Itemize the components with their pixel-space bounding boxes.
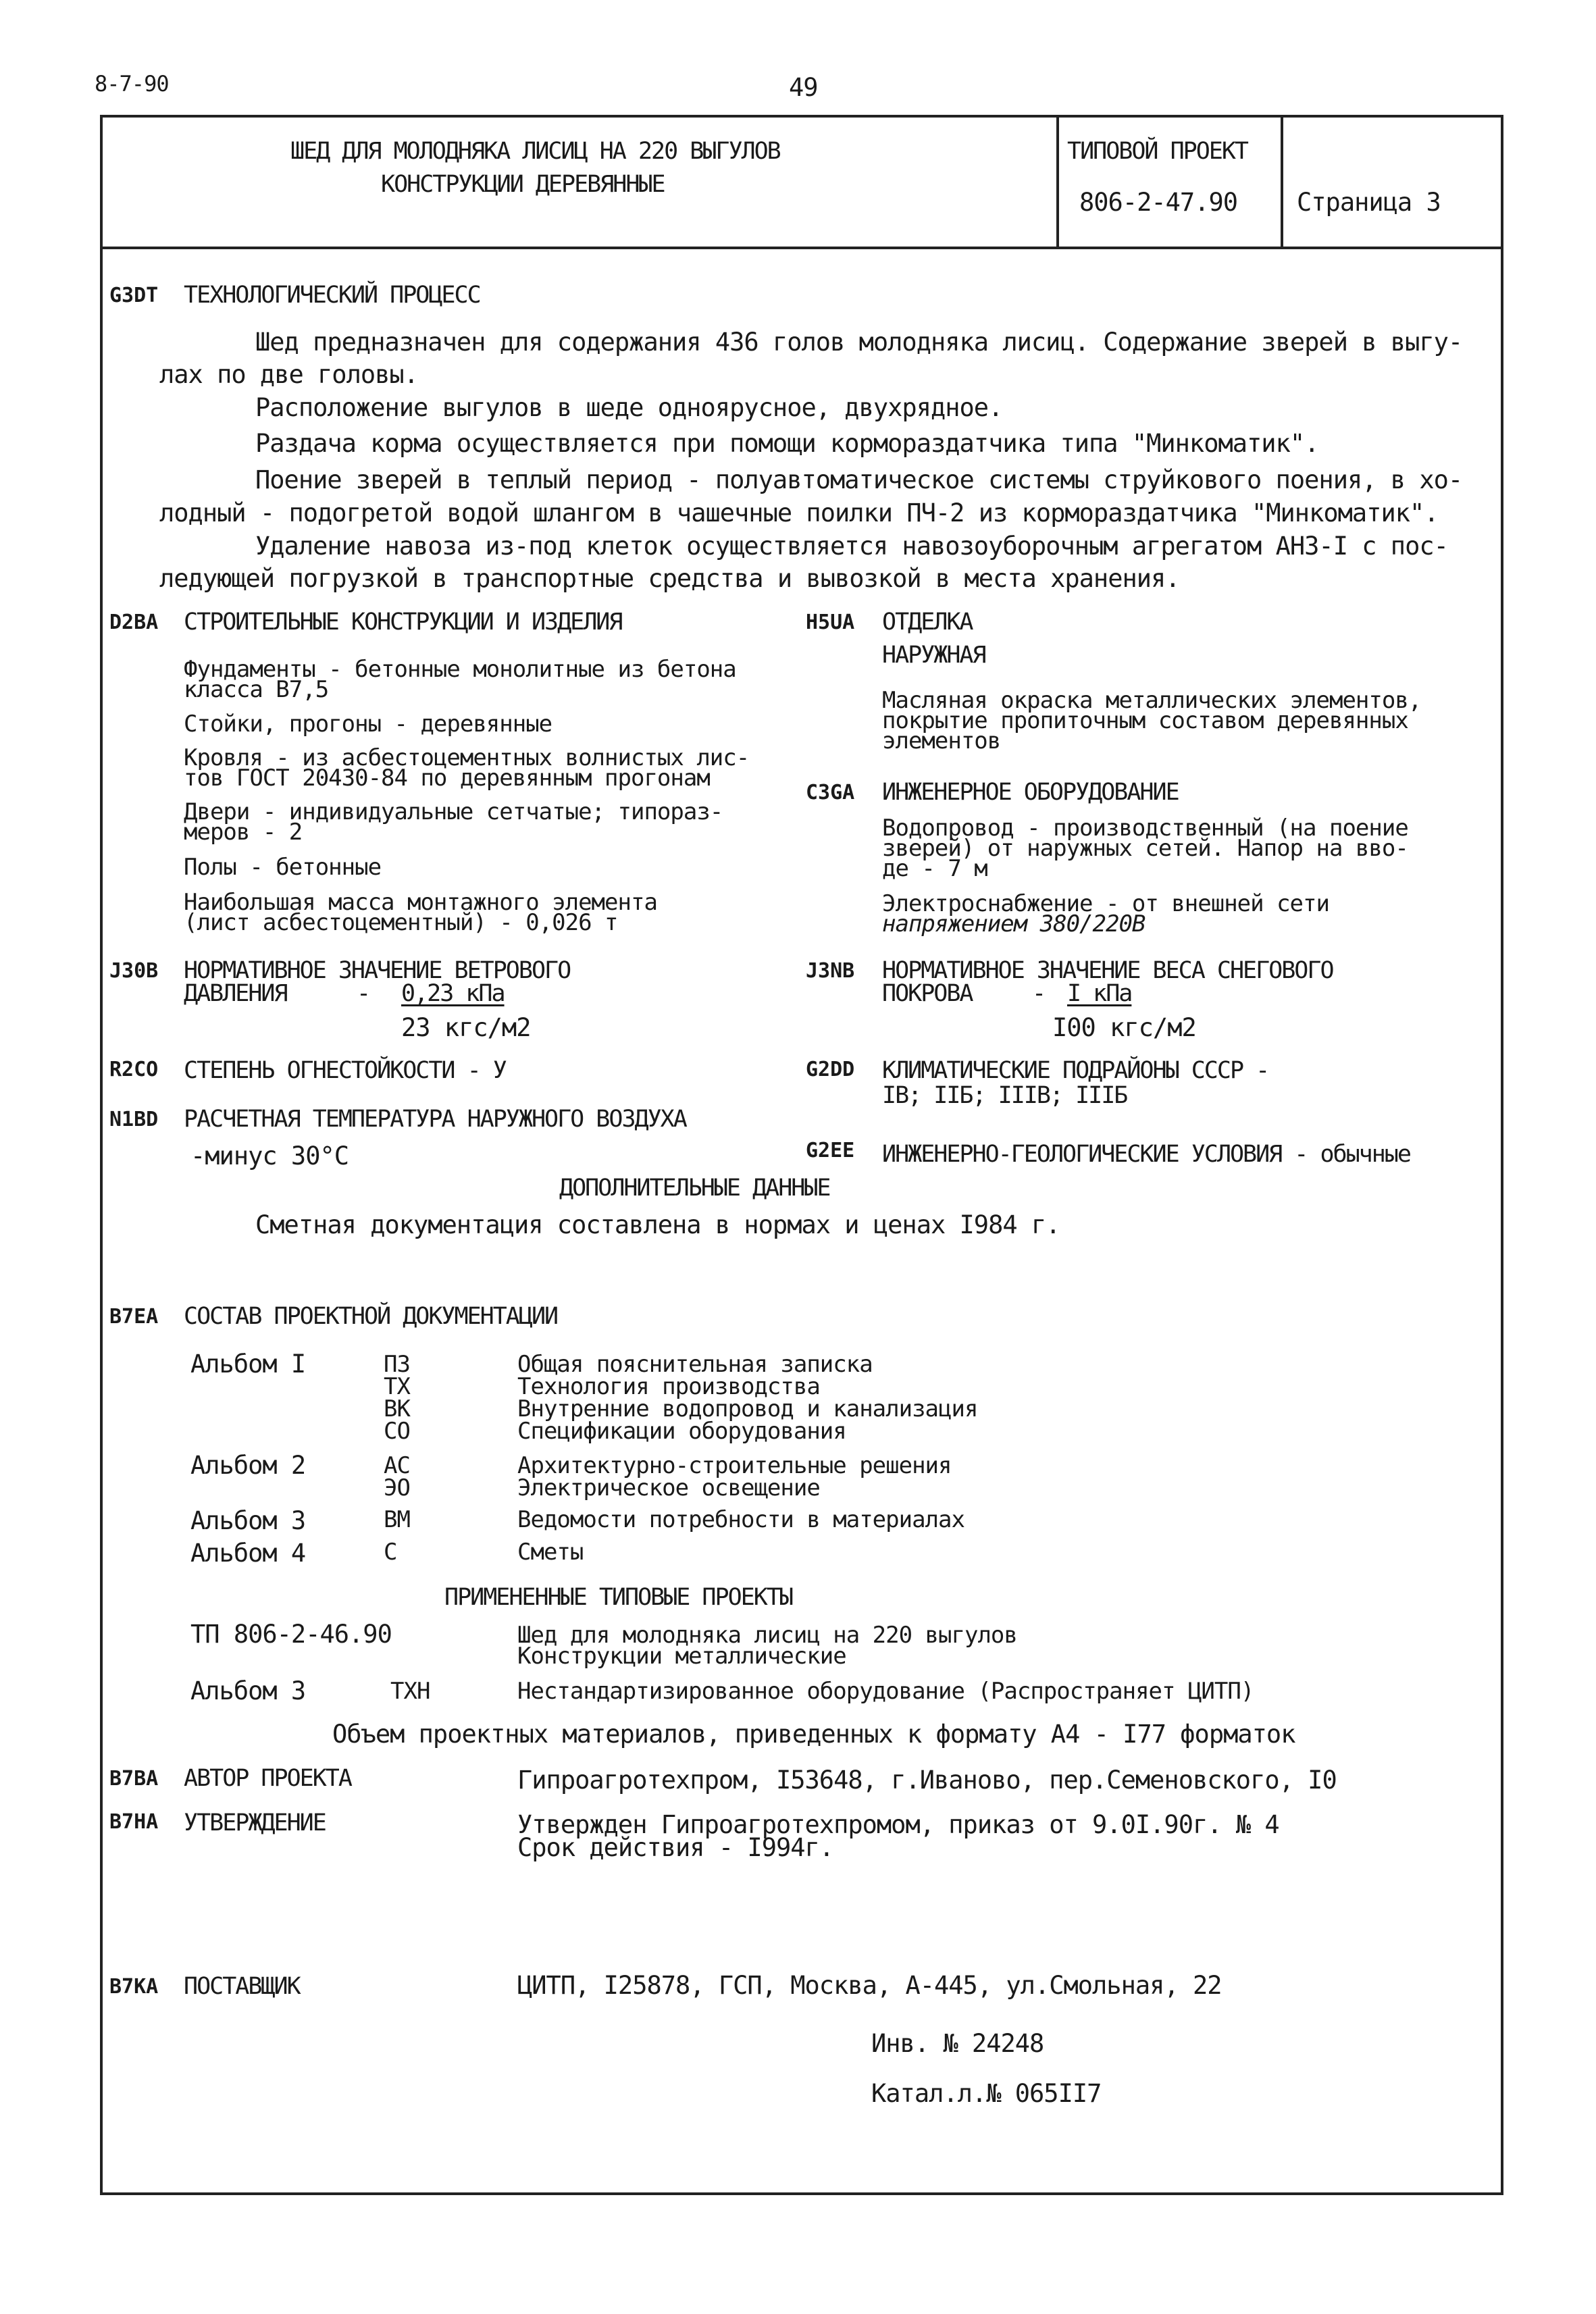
applied-album: Альбом 3	[190, 1676, 306, 1705]
album-desc: Сметы	[517, 1539, 584, 1566]
applied-album-text: Нестандартизированное оборудование (Распространяет ЦИТП)	[517, 1678, 1254, 1705]
applied-tp-text: Конструкции металлические	[517, 1643, 846, 1670]
engineering-line: Водопровод - производственный (на поение	[882, 815, 1408, 842]
album-desc: Электрическое освещение	[517, 1474, 820, 1501]
inventory-number: Инв. № 24248	[871, 2029, 1044, 2058]
album-code: ТХ	[384, 1373, 410, 1400]
wind-dash: -	[357, 980, 370, 1007]
additional-title: ДОПОЛНИТЕЛЬНЫЕ ДАННЫЕ	[559, 1175, 830, 1202]
approval-label: УТВЕРЖДЕНИЕ	[184, 1809, 326, 1836]
structure-item-line: класса В7,5	[184, 676, 329, 703]
author-label: АВТОР ПРОЕКТА	[184, 1765, 351, 1792]
album-code: ВМ	[384, 1506, 410, 1533]
wind-value-kgs: 23 кгс/м2	[401, 1013, 531, 1042]
album-desc: Ведомости потребности в материалах	[517, 1506, 964, 1533]
engineering-line: Электроснабжение - от внешней сети	[882, 890, 1329, 917]
catalog-number: Катал.л.№ 065II7	[871, 2079, 1102, 2108]
sheet-label: Страница 3	[1297, 188, 1441, 217]
applied-album-code: ТХН	[390, 1678, 430, 1705]
structure-item-line: Фундаменты - бетонные монолитные из бетона	[184, 656, 736, 683]
album-code: АС	[384, 1452, 410, 1479]
paragraph-line: лах по две головы.	[159, 360, 418, 389]
header-vline-1	[1056, 115, 1059, 248]
wind-title-1: НОРМАТИВНОЕ ЗНАЧЕНИЕ ВЕТРОВОГО	[184, 957, 571, 984]
section-code: J3NB	[806, 959, 855, 983]
snow-title-1: НОРМАТИВНОЕ ЗНАЧЕНИЕ ВЕСА СНЕГОВОГО	[882, 957, 1333, 984]
title-line-2: КОНСТРУКЦИИ ДЕРЕВЯННЫЕ	[381, 171, 665, 198]
section-code: H5UA	[806, 611, 855, 634]
applied-tp-text: Шед для молодняка лисиц на 220 выгулов	[517, 1622, 1017, 1649]
geology-text: ИНЖЕНЕРНО-ГЕОЛОГИЧЕСКИЕ УСЛОВИЯ - обычные	[882, 1141, 1410, 1168]
structure-item-line: Стойки, прогоны - деревянные	[184, 711, 552, 738]
date-stamp: 8-7-90	[95, 71, 169, 97]
album-label: Альбом 2	[190, 1451, 306, 1480]
album-desc: Технология производства	[517, 1373, 820, 1400]
section-code: R2CO	[109, 1058, 159, 1081]
album-label: Альбом 3	[190, 1506, 306, 1535]
album-code: С	[384, 1539, 397, 1566]
paragraph-line: Удаление навоза из-под клеток осуществляется навозоуборочным агрегатом АНЗ-I с пос-	[255, 532, 1448, 561]
section-code: B7KA	[109, 1975, 159, 1999]
header-divider	[100, 247, 1503, 249]
section-code: C3GA	[806, 781, 855, 804]
engineering-line: зверей) от наружных сетей. Напор на вво-	[882, 835, 1408, 862]
section-code: D2BA	[109, 611, 159, 634]
album-desc: Внутренние водопровод и канализация	[517, 1395, 978, 1422]
project-label: ТИПОВОЙ ПРОЕКТ	[1067, 138, 1248, 165]
climate-line-1: КЛИМАТИЧЕСКИЕ ПОДРАЙОНЫ СССР -	[882, 1057, 1269, 1084]
title-line-1: ШЕД ДЛЯ МОЛОДНЯКА ЛИСИЦ НА 220 ВЫГУЛОВ	[290, 138, 780, 165]
wind-value-kpa: 0,23 кПа	[401, 980, 505, 1007]
album-code: СО	[384, 1418, 410, 1445]
section-code: N1BD	[109, 1108, 159, 1131]
finishing-line: Масляная окраска металлических элементов,	[882, 687, 1422, 714]
structure-item-line: Кровля - из асбестоцементных волнистых лис-	[184, 744, 750, 771]
supplier-label: ПОСТАВЩИК	[184, 1973, 300, 2000]
album-desc: Архитектурно-строительные решения	[517, 1452, 952, 1479]
finishing-line: покрытие пропиточным составом деревянных	[882, 707, 1408, 734]
paragraph-line: Шед предназначен для содержания 436 голов молодняка лисиц. Содержание зверей в выгу-	[255, 328, 1463, 357]
section-title: СОСТАВ ПРОЕКТНОЙ ДОКУМЕНТАЦИИ	[184, 1303, 558, 1330]
engineering-line: де - 7 м	[882, 855, 987, 882]
approval-line-1: Утвержден Гипроагротехпромом, приказ от 9.0I.90г. № 4	[517, 1810, 1279, 1839]
applied-tp-number: ТП 806-2-46.90	[190, 1620, 392, 1649]
structure-item-line: Наибольшая масса монтажного элемента	[184, 889, 657, 916]
page-number: 49	[789, 73, 818, 102]
section-code: G2EE	[806, 1139, 855, 1162]
section-code: G2DD	[806, 1058, 855, 1081]
structure-item-line: тов ГОСТ 20430-84 по деревянным прогонам	[184, 765, 710, 792]
structure-item-line: меров - 2	[184, 819, 303, 846]
fire-text: СТЕПЕНЬ ОГНЕСТОЙКОСТИ - У	[184, 1057, 506, 1084]
engineering-line: напряжением 380/220В	[882, 910, 1145, 937]
applied-volume: Объем проектных материалов, приведенных к формату А4 - I77 форматок	[332, 1720, 1295, 1749]
structure-item-line: (лист асбестоцементный) - 0,026 т	[184, 909, 618, 936]
section-title: ОТДЕЛКА	[882, 609, 973, 636]
section-title: ИНЖЕНЕРНОЕ ОБОРУДОВАНИЕ	[882, 779, 1179, 806]
section-title: СТРОИТЕЛЬНЫЕ КОНСТРУКЦИИ И ИЗДЕЛИЯ	[184, 609, 622, 636]
snow-title-2: ПОКРОВА	[882, 980, 973, 1007]
applied-title: ПРИМЕНЕННЫЕ ТИПОВЫЕ ПРОЕКТЫ	[444, 1584, 792, 1611]
temperature-line-2: -минус 30°С	[190, 1141, 349, 1171]
temperature-line-1: РАСЧЕТНАЯ ТЕМПЕРАТУРА НАРУЖНОГО ВОЗДУХА	[184, 1106, 686, 1133]
snow-value-kgs: I00 кгс/м2	[1052, 1013, 1196, 1042]
wind-title-2: ДАВЛЕНИЯ	[184, 980, 287, 1007]
paragraph-line: Расположение выгулов в шеде одноярусное, двухрядное.	[255, 393, 1003, 422]
supplier-text: ЦИТП, I25878, ГСП, Москва, А-445, ул.Смольная, 22	[517, 1971, 1222, 2000]
section-code: G3DT	[109, 284, 159, 307]
album-code: ВК	[384, 1395, 410, 1422]
author-text: Гипроагротехпром, I53648, г.Иваново, пер.Семеновского, I0	[517, 1766, 1337, 1795]
section-title: ТЕХНОЛОГИЧЕСКИЙ ПРОЦЕСС	[184, 282, 480, 309]
additional-text: Сметная документация составлена в нормах и ценах I984 г.	[255, 1210, 1060, 1239]
snow-dash: -	[1032, 980, 1046, 1007]
album-label: Альбом I	[190, 1349, 306, 1379]
album-label: Альбом 4	[190, 1539, 306, 1568]
climate-line-2: IВ; IIБ; IIIВ; IIIБ	[882, 1082, 1127, 1109]
section-code: B7BA	[109, 1767, 159, 1791]
section-code: J30B	[109, 959, 159, 983]
structure-item-line: Полы - бетонные	[184, 854, 382, 881]
structure-item-line: Двери - индивидуальные сетчатые; типораз-	[184, 798, 723, 825]
album-desc: Общая пояснительная записка	[517, 1351, 873, 1378]
album-desc: Спецификации оборудования	[517, 1418, 846, 1445]
section-subtitle: НАРУЖНАЯ	[882, 642, 985, 669]
section-code: B7EA	[109, 1305, 159, 1329]
album-code: ЭО	[384, 1474, 410, 1501]
album-code: ПЗ	[384, 1351, 410, 1378]
paragraph-line: лодный - подогретой водой шлангом в чашечные поилки ПЧ-2 из кормораздатчика "Минкоматик".	[159, 498, 1439, 528]
paragraph-line: Раздача корма осуществляется при помощи кормораздатчика типа "Минкоматик".	[255, 429, 1319, 458]
project-number: 806-2-47.90	[1079, 188, 1238, 217]
snow-value-kpa: I кПа	[1067, 980, 1132, 1007]
header-vline-2	[1281, 115, 1283, 248]
paragraph-line: ледующей погрузкой в транспортные средства и вывозкой в места хранения.	[159, 564, 1180, 593]
finishing-line: элементов	[882, 727, 1001, 754]
paragraph-line: Поение зверей в теплый период - полуавтоматическое системы струйкового поения, в хо-	[255, 465, 1463, 494]
section-code: B7HA	[109, 1810, 159, 1834]
approval-line-2: Срок действия - I994г.	[517, 1833, 834, 1862]
